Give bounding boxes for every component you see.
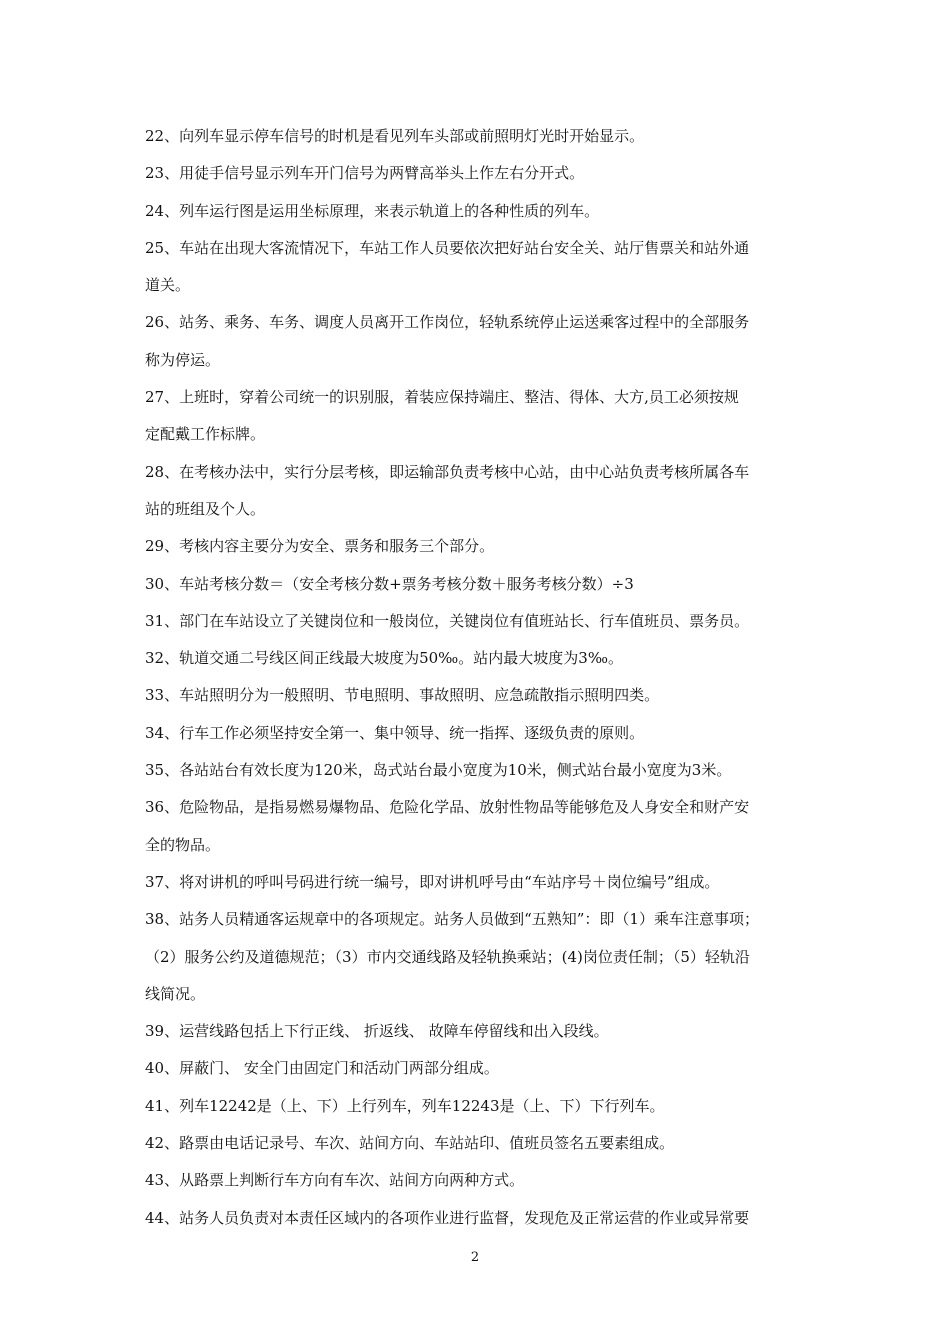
text-line-40: 40、屏蔽门、 安全门由固定门和活动门两部分组成。 xyxy=(145,1059,499,1078)
text-line-29: 29、考核内容主要分为安全、票务和服务三个部分。 xyxy=(145,537,495,556)
text-line-43: 43、从路票上判断行车方向有车次、站间方向两种方式。 xyxy=(145,1171,525,1190)
text-line-32: 32、轨道交通二号线区间正线最大坡度为50‰。站内最大坡度为3‰。 xyxy=(145,649,623,668)
text-line-35: 35、各站站台有效长度为120米，岛式站台最小宽度为10米，侧式站台最小宽度为3米。 xyxy=(145,761,732,780)
text-line-39: 39、运营线路包括上下行正线、 折返线、 故障车停留线和出入段线。 xyxy=(145,1022,609,1041)
text-line-42: 42、路票由电话记录号、车次、站间方向、车站站印、值班员签名五要素组成。 xyxy=(145,1134,675,1153)
page-number: 2 xyxy=(470,1250,480,1265)
text-line-31: 31、部门在车站设立了关键岗位和一般岗位，关键岗位有值班站长、行车值班员、票务员。 xyxy=(145,611,750,630)
text-line-25: 25、车站在出现大客流情况下，车站工作人员要依次把好站台安全关、站厅售票关和站外通 xyxy=(145,238,750,257)
text-line-25-cont: 道关。 xyxy=(145,276,191,295)
text-line-36: 36、危险物品，是指易燃易爆物品、危险化学品、放射性物品等能够危及人身安全和财产安 xyxy=(145,798,750,817)
text-line-27-cont: 定配戴工作标牌。 xyxy=(145,425,266,444)
text-line-44: 44、站务人员负责对本责任区域内的各项作业进行监督，发现危及正常运营的作业或异常要 xyxy=(145,1208,750,1227)
document-body xyxy=(145,118,810,1237)
text-line-28: 28、在考核办法中，实行分层考核，即运输部负责考核中心站，由中心站负责考核所属各车 xyxy=(145,462,750,481)
text-line-23: 23、用徒手信号显示列车开门信号为两臂高举头上作左右分开式。 xyxy=(145,164,585,183)
text-line-24: 24、列车运行图是运用坐标原理，来表示轨道上的各种性质的列车。 xyxy=(145,201,600,220)
text-line-28-cont: 站的班组及个人。 xyxy=(145,499,266,518)
text-line-38: 38、站务人员精通客运规章中的各项规定。站务人员做到“五熟知”：即（1）乘车注意事项； xyxy=(145,910,759,929)
text-line-41: 41、列车12242是（上、下）上行列车，列车12243是（上、下）下行列车。 xyxy=(145,1096,665,1115)
text-line-36-cont: 全的物品。 xyxy=(145,835,221,854)
text-line-38-cont2: 线简况。 xyxy=(145,984,206,1003)
text-line-34: 34、行车工作必须坚持安全第一、集中领导、统一指挥、逐级负责的原则。 xyxy=(145,723,645,742)
text-line-22: 22、向列车显示停车信号的时机是看见列车头部或前照明灯光时开始显示。 xyxy=(145,127,645,145)
text-line-26-cont: 称为停运。 xyxy=(145,350,221,369)
text-line-37: 37、将对讲机的呼叫号码进行统一编号，即对讲机呼号由“车站序号＋岗位编号”组成。 xyxy=(145,872,720,891)
text-line-30: 30、车站考核分数＝（安全考核分数+票务考核分数＋服务考核分数）÷3 xyxy=(145,574,634,593)
text-line-27: 27、上班时，穿着公司统一的识别服，着装应保持端庄、整洁、得体、大方,员工必须按规 xyxy=(145,388,739,407)
text-line-26: 26、站务、乘务、车务、调度人员离开工作岗位，轻轨系统停止运送乘客过程中的全部服务 xyxy=(145,313,750,332)
text-line-33: 33、车站照明分为一般照明、节电照明、事故照明、应急疏散指示照明四类。 xyxy=(145,686,660,705)
text-line-38-cont: （2）服务公约及道德规范；（3）市内交通线路及轻轨换乘站；(4)岗位责任制；（5）轻轨沿 xyxy=(145,947,750,966)
